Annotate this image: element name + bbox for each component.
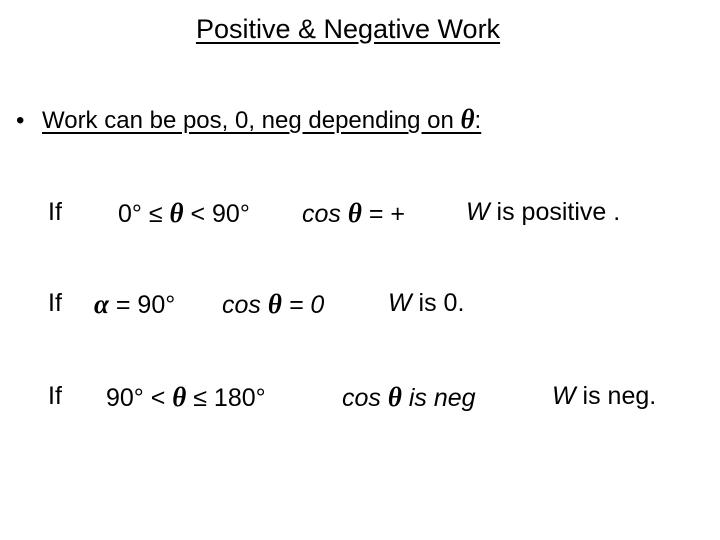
alpha-symbol: α: [94, 289, 109, 319]
row-2-result: [388, 289, 464, 318]
bullet-text-main: Work can be pos, 0, neg depending on: [42, 107, 461, 134]
condition-left: 90° <: [106, 384, 173, 412]
row-3-condition: [106, 382, 266, 413]
bullet-text: [42, 104, 482, 134]
theta-symbol: θ: [267, 289, 282, 319]
cos-value: = 0: [281, 291, 325, 319]
bullet-marker: •: [16, 107, 25, 134]
bullet-text-colon: :: [474, 107, 482, 134]
cos-label: cos: [302, 200, 348, 228]
row-2-cosine: [222, 289, 324, 320]
cos-value: is neg: [401, 384, 476, 412]
cos-label: cos: [342, 384, 388, 412]
row-2-if: If: [48, 289, 62, 317]
theta-symbol: θ: [387, 382, 402, 412]
slide-title: Positive & Negative Work: [195, 14, 501, 44]
row-1-cosine: [302, 198, 405, 229]
row-3-if: If: [48, 382, 62, 410]
theta-symbol: θ: [347, 198, 362, 228]
row-1-if: If: [48, 198, 62, 226]
condition-right: = 90°: [108, 291, 176, 319]
condition-right: ≤ 180°: [186, 384, 266, 412]
theta-symbol: θ: [169, 198, 184, 228]
work-variable: W: [552, 382, 576, 410]
result-text: is positive .: [489, 198, 621, 226]
row-2-condition: [94, 289, 175, 320]
theta-symbol: θ: [172, 382, 187, 412]
work-variable: W: [388, 289, 412, 317]
condition-left: 0° ≤: [118, 200, 170, 228]
row-1-condition: [118, 198, 250, 229]
row-3-result: [552, 382, 656, 411]
cos-label: cos: [222, 291, 268, 319]
work-variable: W: [466, 198, 490, 226]
condition-right: < 90°: [183, 200, 250, 228]
cos-value: = +: [361, 200, 405, 228]
bullet-point: [16, 104, 481, 135]
theta-symbol: θ: [460, 104, 475, 134]
row-3-cosine: [342, 382, 476, 413]
row-1-result: [466, 198, 620, 227]
result-text: is 0.: [411, 289, 465, 317]
result-text: is neg.: [575, 382, 657, 410]
